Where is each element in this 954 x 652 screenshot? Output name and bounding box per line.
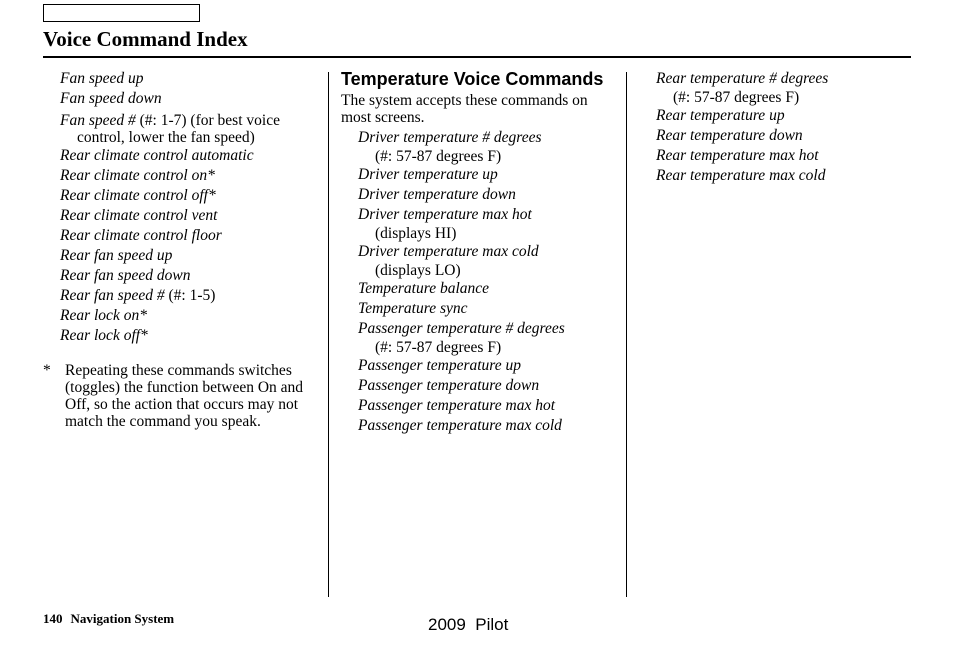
command-text: Rear temperature down [656, 127, 803, 144]
footer-section: Navigation System [70, 611, 175, 626]
command-text: Driver temperature max cold [358, 243, 539, 260]
command-item [341, 299, 619, 319]
command-text: Rear fan speed # [60, 287, 165, 304]
page-title: Voice Command Index [43, 27, 248, 51]
right-column [639, 69, 909, 186]
command-item [639, 166, 909, 186]
command-text: Driver temperature up [358, 166, 498, 183]
command-text: Temperature sync [358, 300, 468, 317]
command-text: Rear temperature up [656, 107, 785, 124]
section-intro: The system accepts these commands on most screens. [341, 92, 588, 126]
command-text: Rear lock off* [60, 327, 148, 344]
middle-command-list [341, 128, 619, 436]
command-note: (#: 57-87 degrees F) [375, 148, 502, 165]
command-note: (displays HI) [375, 225, 457, 242]
middle-column [341, 69, 619, 436]
command-text: Fan speed down [60, 90, 162, 107]
command-item [639, 69, 909, 106]
command-item [341, 242, 619, 279]
command-text: Rear temperature # degrees [656, 70, 829, 87]
command-item [43, 186, 318, 206]
command-text: Rear climate control floor [60, 227, 222, 244]
command-item [341, 128, 619, 165]
command-text: Temperature balance [358, 280, 490, 297]
command-text: Fan speed # [60, 112, 136, 129]
command-item [341, 185, 619, 205]
command-item [43, 109, 318, 146]
command-item [341, 205, 619, 242]
command-item [43, 246, 318, 266]
command-item [639, 126, 909, 146]
command-text: Passenger temperature max cold [358, 417, 562, 434]
page-footer [43, 611, 174, 627]
command-note: control, lower the fan speed) [77, 129, 255, 146]
command-suffix: (#: 1-7) (for best voice [135, 112, 280, 129]
command-text: Rear climate control on* [60, 167, 215, 184]
command-text: Driver temperature max hot [358, 206, 532, 223]
command-text: Rear fan speed down [60, 267, 191, 284]
command-text: Driver temperature # degrees [358, 129, 542, 146]
column-divider [328, 72, 329, 597]
command-item [43, 69, 318, 89]
command-item [43, 226, 318, 246]
page-number: 140 [43, 611, 63, 626]
command-text: Rear climate control off* [60, 187, 216, 204]
command-item [639, 146, 909, 166]
command-item [639, 106, 909, 126]
command-item [43, 166, 318, 186]
command-text: Rear climate control vent [60, 207, 218, 224]
command-item [341, 319, 619, 356]
command-item [43, 89, 318, 109]
right-command-list [639, 69, 909, 186]
command-text: Rear temperature max hot [656, 147, 819, 164]
command-note: (#: 57-87 degrees F) [375, 339, 502, 356]
column-divider [626, 72, 627, 597]
title-rule [43, 56, 911, 58]
command-item [341, 356, 619, 376]
section-heading: Temperature Voice Commands [341, 69, 604, 89]
header-tab-box [43, 4, 200, 22]
command-item [341, 376, 619, 396]
command-item [341, 165, 619, 185]
left-column [43, 69, 318, 430]
left-command-list [43, 69, 318, 346]
command-item [341, 279, 619, 299]
command-item [43, 266, 318, 286]
command-suffix: (#: 1-5) [164, 287, 216, 304]
command-text: Rear temperature max cold [656, 167, 826, 184]
footnote [43, 362, 318, 430]
command-item [43, 306, 318, 326]
command-text: Fan speed up [60, 70, 144, 87]
command-note: (displays LO) [375, 262, 461, 279]
command-text: Rear lock on* [60, 307, 147, 324]
command-text: Rear fan speed up [60, 247, 173, 264]
command-text: Passenger temperature max hot [358, 397, 556, 414]
command-item [43, 286, 318, 306]
command-item [341, 396, 619, 416]
command-item [43, 326, 318, 346]
footnote-text: Repeating these commands switches (toggles) the function between On and Off, so the action that occurs may not match the command you speak. [65, 362, 304, 430]
command-text: Passenger temperature up [358, 357, 522, 374]
footer-model: 2009 Pilot [428, 615, 509, 634]
command-item [43, 206, 318, 226]
command-item [43, 146, 318, 166]
command-text: Passenger temperature # degrees [358, 320, 565, 337]
command-note: (#: 57-87 degrees F) [673, 89, 800, 106]
command-text: Driver temperature down [358, 186, 516, 203]
command-text: Rear climate control automatic [60, 147, 254, 164]
footnote-mark: * [43, 362, 51, 379]
command-text: Passenger temperature down [358, 377, 540, 394]
command-item [341, 416, 619, 436]
